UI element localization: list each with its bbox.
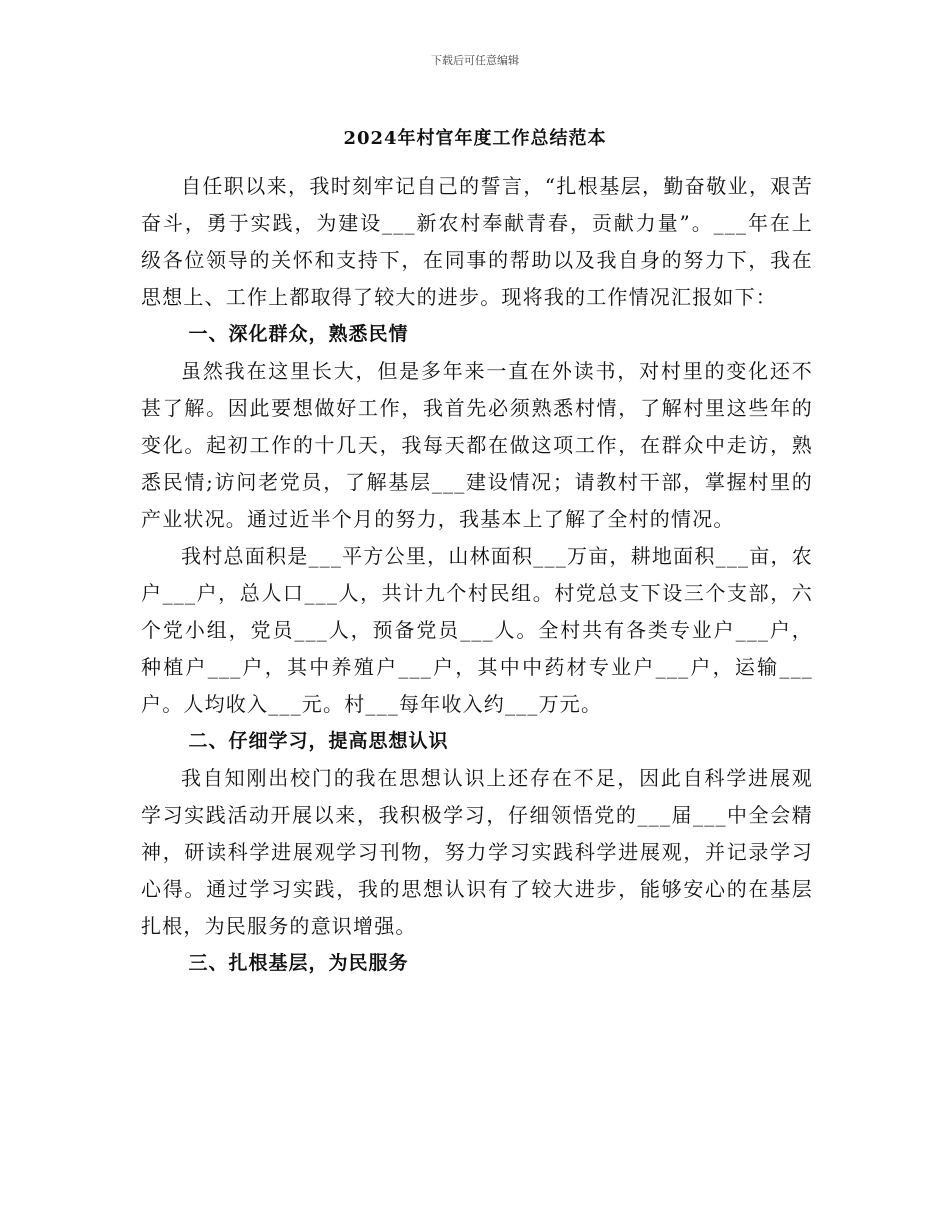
section-2-paragraph-1: 我自知刚出校门的我在思想认识上还存在不足，因此自科学进展观学习实践活动开展以来，我积极学习，仔细领悟党的___届___中全会精神，研读科学进展观学习刊物，努力学习实践科学进展观，并记录学习心得。通过学习实践，我的思想认识有了较大进步，能够安心的在基层扎根，为民服务的意识增强。 <box>141 766 813 938</box>
header-note: 下载后可任意编辑 <box>431 54 519 67</box>
document-body <box>141 168 813 982</box>
section-heading-3: 三、扎根基层，为民服务 <box>188 952 409 974</box>
section-1-paragraph-2: 我村总面积是___平方公里，山林面积___万亩，耕地面积___亩，农户___户，总人口___人，共计九个村民组。村党总支下设三个支部，六个党小组，党员___人，预备党员___人。全村共有各类专业户___户，种植户___户，其中养殖户___户，其中中药材专业户___户，运输___户。人均收入___元。村___每年收入约___万元。 <box>141 544 813 716</box>
intro-paragraph: 自任职以来，我时刻牢记自己的誓言，“扎根基层，勤奋敬业，艰苦奋斗，勇于实践，为建设___新农村奉献青春，贡献力量”。___年在上级各位领导的关怀和支持下，在同事的帮助以及我自身的努力下，我在思想上、工作上都取得了较大的进步。现将我的工作情况汇报如下： <box>141 174 813 309</box>
section-1-paragraph-1: 虽然我在这里长大，但是多年来一直在外读书，对村里的变化还不甚了解。因此要想做好工作，我首先必须熟悉村情，了解村里这些年的变化。起初工作的十几天，我每天都在做这项工作，在群众中走访，熟悉民情;访问老党员，了解基层___建设情况；请教村干部，掌握村里的产业状况。通过近半个月的努力，我基本上了解了全村的情况。 <box>141 359 813 531</box>
document-title: 2024年村官年度工作总结范本 <box>343 128 607 149</box>
section-heading-2: 二、仔细学习，提高思想认识 <box>188 730 449 752</box>
section-heading-1: 一、深化群众，熟悉民情 <box>188 323 409 345</box>
